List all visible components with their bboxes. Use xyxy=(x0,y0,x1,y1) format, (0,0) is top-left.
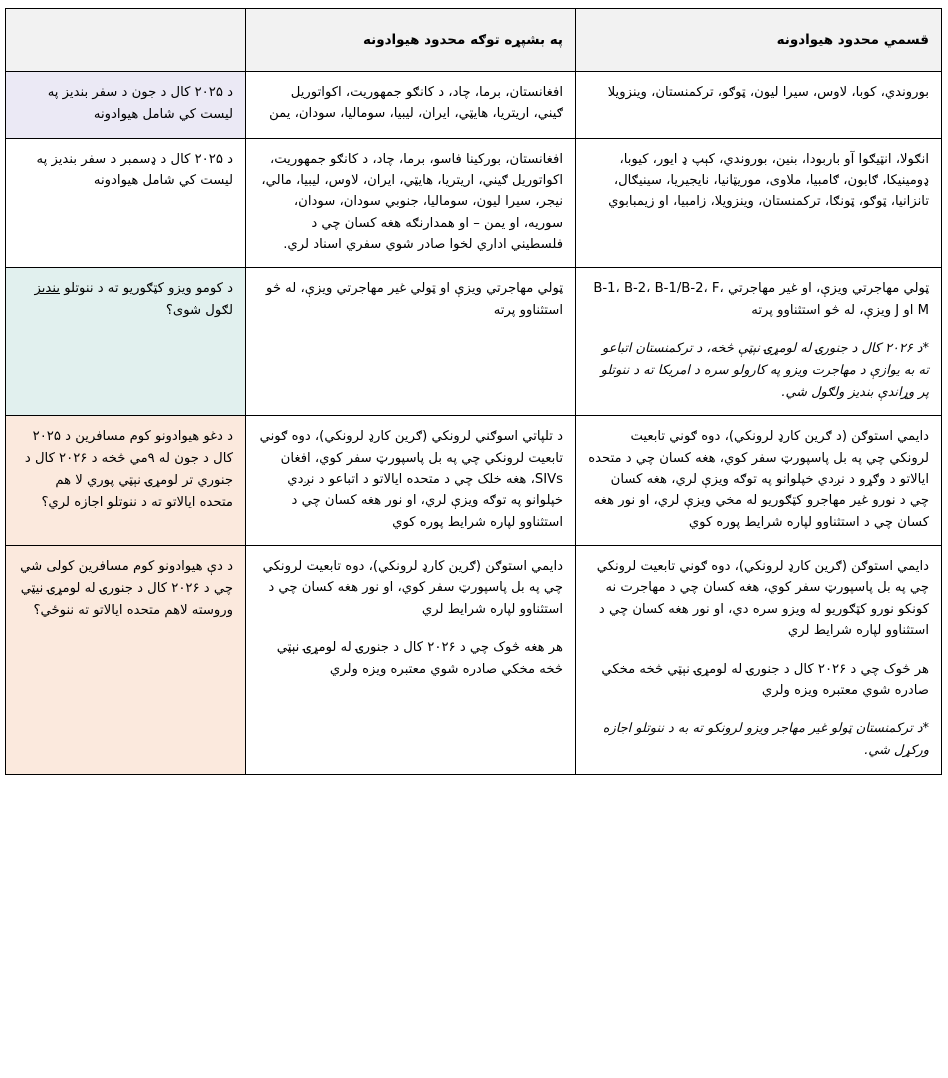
cell-paragraph: ټولي مهاجرتي ويزې، او غير مهاجرتي B-1، B-2، B-1/B-2، F، M او J ويزې، له څو استثناوو پرته xyxy=(593,281,929,318)
column-header-partially-restricted: قسمي محدود هيوادونه xyxy=(576,9,942,72)
cell-paragraph: بوروندي، کوبا، لاوس، سيرا ليون، ټوګو، ترکمنستان، وينزويلا xyxy=(607,85,929,100)
cell-paragraph: هر څوک چي د ۲۰۲۶ کال د جنورۍ له لومړۍ نېټي څخه مخکي صادره شوي معتبره ويزه ولري xyxy=(601,661,929,698)
cell-partially-restricted xyxy=(576,72,942,139)
cell-paragraph: دايمي استوګن (د ګرين کارډ لرونکي)، دوه ګوني تابعيت لرونکي چي په بل پاسپورټ سفر کوي، هغه کسان چي د متحده ايالاتو د وګړو د نږدي خپلوانو په توګه ويزې لري، هغه کسان چي د نورو غير مهاجرو کټګوريو له مخي ويزې لري، او نور هغه کسان چي د استثناوو لپاره شرايط پوره کوي xyxy=(588,429,929,530)
cell-fully-restricted xyxy=(246,546,576,775)
table-row xyxy=(6,138,942,268)
cell-paragraph: دايمي استوګن (ګرين کارډ لرونکي)، دوه تابعيت لرونکي چي په بل پاسپورټ سفر کوي، او نور هغه کسان چي د استثناوو لپاره شرايط لري xyxy=(262,559,563,617)
column-header-question xyxy=(6,9,246,72)
cell-paragraph: دايمي استوګن (ګرين کارډ لرونکي)، دوه ګوني تابعيت لرونکي چي په بل پاسپورټ سفر کوي، هغه کسان چي د مهاجرت نه کونکو نورو کټګوريو له ويزو سره دي، او نور هغه کسان چي د استثناوو لپاره شرايط لري xyxy=(596,559,929,639)
text-run: د کومو ويزو کټګوريو ته د ننوتلو xyxy=(60,281,233,297)
table-body xyxy=(6,72,942,775)
cell-question xyxy=(6,546,246,775)
question-text: د دې هيوادونو کوم مسافرين کولى شي چي د ۲۰۲۶ کال د جنورۍ له لومړۍ نيټي وروسته لاهم متحده ايالاتو ته ننوځي؟ xyxy=(20,559,233,618)
cell-paragraph: هر هغه څوک چي د ۲۰۲۶ کال د جنورۍ له لومړۍ نېټي څخه مخکي صادره شوي معتبره ويزه ولري xyxy=(276,640,563,677)
cell-paragraph: افغانستان، برما، چاد، د کانګو جمهوريت، اکواتوريل ګيني، اريتريا، هايټي، ايران، ليبيا، سوماليا، سودان، يمن xyxy=(269,85,563,122)
cell-question xyxy=(6,72,246,139)
travel-ban-table xyxy=(5,8,942,775)
cell-partially-restricted xyxy=(576,416,942,546)
cell-partially-restricted xyxy=(576,268,942,416)
cell-question xyxy=(6,268,246,416)
text-run: لګول شوى؟ xyxy=(165,303,233,319)
table-row xyxy=(6,546,942,775)
table-header-row xyxy=(6,9,942,72)
cell-partially-restricted xyxy=(576,546,942,775)
table-head xyxy=(6,9,942,72)
question-text: د ۲۰۲۵ کال د ډسمبر د سفر بنديز په ليست کي شامل هيوادونه xyxy=(36,151,233,189)
question-text xyxy=(18,278,233,322)
question-text: د ۲۰۲۵ کال د جون د سفر بنديز په ليست کي شامل هيوادونه xyxy=(47,85,233,122)
cell-paragraph: افغانستان، بورکينا فاسو، برما، چاد، د کانګو جمهوريت، اکواتوريل ګيني، اريتريا، هايټي، ايران، لاوس، ليبيا، مالي، نيجر، سيرا ليون، سوماليا، جنوبي سودان، سودان، سوريه، او يمن – او همدارنګه هغه کسان چي د فلسطيني اداري لخوا صادر شوي سفري اسناد لري. xyxy=(261,151,563,253)
cell-fully-restricted xyxy=(246,268,576,416)
emphasis-underlined: بنديز xyxy=(34,281,60,297)
cell-footnote: *د ترکمنستان ټولو غير مهاجر ويزو لرونکو ته به د ننوتلو اجازه ورکړل شي. xyxy=(602,721,929,758)
table-row xyxy=(6,268,942,416)
cell-question xyxy=(6,416,246,546)
table-row xyxy=(6,72,942,139)
cell-partially-restricted xyxy=(576,138,942,268)
table-row xyxy=(6,416,942,546)
cell-question xyxy=(6,138,246,268)
question-text: د دغو هيوادونو کوم مسافرين د ۲۰۲۵ کال د جون له ۹مي څخه د ۲۰۲۶ کال د جنوري تر لومړۍ نېټي پوري لا هم متحده ايالاتو ته د ننوتلو اجازه لري؟ xyxy=(24,429,233,510)
cell-paragraph: د تلپاتي اسوګني لرونکي (ګرين کارډ لرونکي)، دوه ګوني تابعيت لرونکي چي په بل پاسپورټ سفر کوي، افغان SIVs، هغه خلک چي د متحده ايالاتو د اتباعو د نږدي خپلوانو په توګه ويزې لري، او نور هغه کسان چي د استثناوو لپاره شرايط پوره کوي xyxy=(259,429,563,530)
cell-fully-restricted xyxy=(246,138,576,268)
cell-paragraph: ټولي مهاجرتي ويزې او ټولي غير مهاجرتي ويزې، له څو استثناوو پرته xyxy=(266,281,563,318)
cell-fully-restricted xyxy=(246,416,576,546)
cell-fully-restricted xyxy=(246,72,576,139)
cell-paragraph: انګولا، انټيګوا آو باربودا، بنين، بوروندي، کېپ ډ ايور، کيوبا، ډومينيکا، ګابون، ګامبيا، ملاوى، موريټانيا، نايجيريا، سينيګال، تانزانيا، ټوګو، ټونګا، ترکمنستان، وينزويلا، زامبيا، او زيمبابوي xyxy=(608,151,929,210)
column-header-fully-restricted: په بشپړه توګه محدود هيوادونه xyxy=(246,9,576,72)
cell-footnote: *د ۲۰۲۶ کال د جنورۍ له لومړۍ نېټې څخه، د ترکمنستان اتباعو ته به يوازې د مهاجرت ويزو په کارولو سره د امريکا ته د ننوتلو پر وړاندې بنديز ولګول شي. xyxy=(600,341,929,400)
